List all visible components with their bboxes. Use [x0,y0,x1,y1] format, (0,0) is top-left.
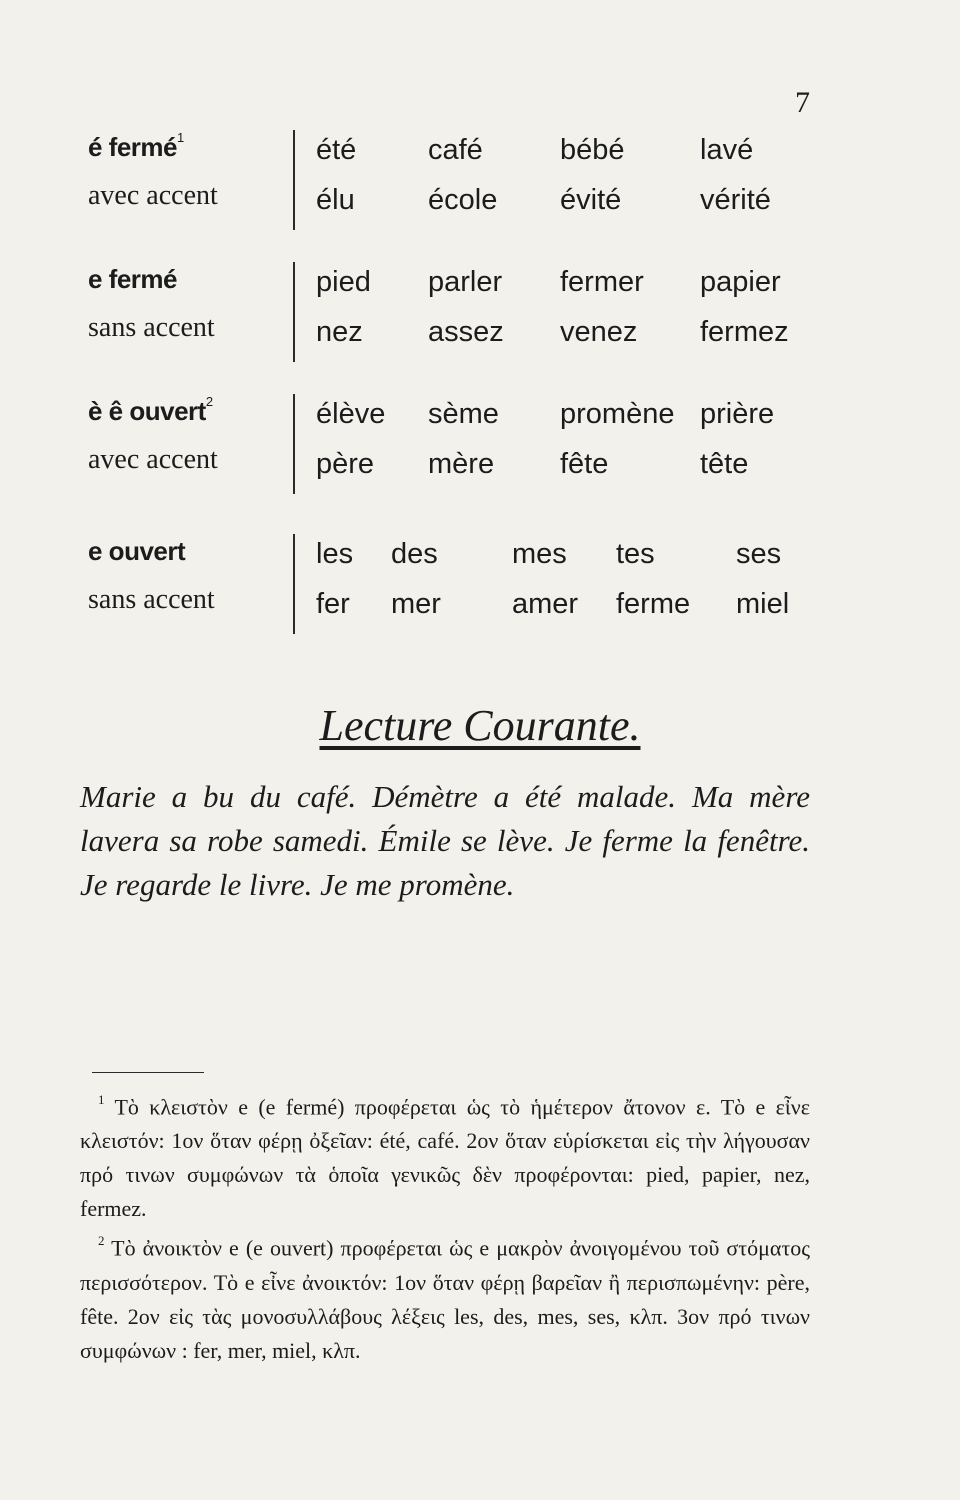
word: mer [391,588,441,620]
divider-line [293,394,295,494]
footnote-marker: 2 [205,394,213,410]
word-grid [316,538,816,638]
word-row [316,316,816,366]
word: élu [316,184,355,216]
word: mère [428,448,495,480]
word: tête [700,448,749,480]
word: des [391,538,438,570]
vowel-table [88,120,818,656]
divider-line [293,130,295,230]
word-row [316,184,816,234]
footnote-marker: 1 [177,130,184,146]
group-label-text: è ê ouvert [88,396,206,426]
word-row [316,266,816,316]
word: fer [316,588,350,620]
word: les [316,538,354,570]
word: mes [512,538,567,570]
word: amer [512,588,579,620]
word: nez [316,316,363,348]
footnote-rule [92,1072,204,1073]
word-row [316,538,816,588]
group-sublabel: avec accent [88,180,218,211]
lecture-title: Lecture Courante. [319,701,641,750]
word: ses [736,538,782,570]
group-label [88,536,185,567]
word: venez [560,316,638,348]
word: tes [616,538,655,570]
divider-line [293,262,295,362]
footnote-text: Τὸ κλειστὸν e (e fermé) προφέρεται ὡς τὸ ἡμέτερον ἄτονον ε. Τὸ e εἶνε κλειστόν: 1ον ὅταν φέρῃ ὀξεῖαν: été, café. 2ον ὅταν εὑρίσκεται εἰς τὴν λήγουσαν πρό τινων συμφώνων τὰ ὁποῖα γενικῶς δὲν προφέρονται: pied, papier, nez, fermez. [80,1094,810,1222]
table-group [88,384,818,524]
group-label [88,264,177,295]
word: miel [736,588,790,620]
word: pied [316,266,371,298]
table-group [88,524,818,656]
table-group [88,120,818,252]
footnote [80,1085,810,1226]
word: prière [700,398,775,430]
word: père [316,448,375,480]
group-label-text: é fermé [88,132,177,162]
word: élève [316,398,386,430]
word-row [316,134,816,184]
group-label-text: e fermé [88,264,177,294]
word-row [316,398,816,448]
word: été [316,134,357,166]
word: évité [560,184,622,216]
word: école [428,184,498,216]
divider-line [293,534,295,634]
word-grid [316,266,816,366]
word: fermez [700,316,789,348]
group-sublabel: sans accent [88,312,215,343]
footnote-number: 1 [98,1092,105,1107]
word-row [316,588,816,638]
word-grid [316,398,816,498]
word-row [316,448,816,498]
word: sème [428,398,499,430]
word: promène [560,398,675,430]
footnotes [80,1085,810,1368]
word: parler [428,266,503,298]
table-group [88,252,818,384]
footnote [80,1226,810,1367]
word: vérité [700,184,771,216]
word: fête [560,448,609,480]
group-sublabel: avec accent [88,444,218,475]
word: bébé [560,134,625,166]
group-label [88,396,213,427]
reading-text: Marie a bu du café. Démètre a été malade. Ma mère lavera sa robe samedi. Émile se lève. Je ferme la fenêtre. Je regarde le livre. Je me promène. [80,779,810,902]
footnote-text: Τὸ ἀνοικτὸν e (e ouvert) προφέρεται ὡς e μακρὸν ἀνοιγομένου τοῦ στόματος περισσότερον. Τὸ e εἶνε ἀνοικτόν: 1ον ὅταν φέρῃ βαρεῖαν ἢ περισπωμένην: père, fête. 2ον εἰς τὰς μονοσυλλάβους λέξεις les, des, mes, ses, κλπ. 3ον πρό τινων συμφώνων : fer, mer, miel, κλπ. [80,1235,811,1363]
word-grid [316,134,816,234]
word: fermer [560,266,644,298]
word: ferme [616,588,691,620]
word: assez [428,316,504,348]
page-number: 7 [795,86,810,119]
group-sublabel: sans accent [88,584,215,615]
word: lavé [700,134,754,166]
word: papier [700,266,781,298]
group-label-text: e ouvert [88,536,186,566]
footnote-number: 2 [98,1233,105,1249]
word: café [428,134,483,166]
group-label [88,132,184,163]
